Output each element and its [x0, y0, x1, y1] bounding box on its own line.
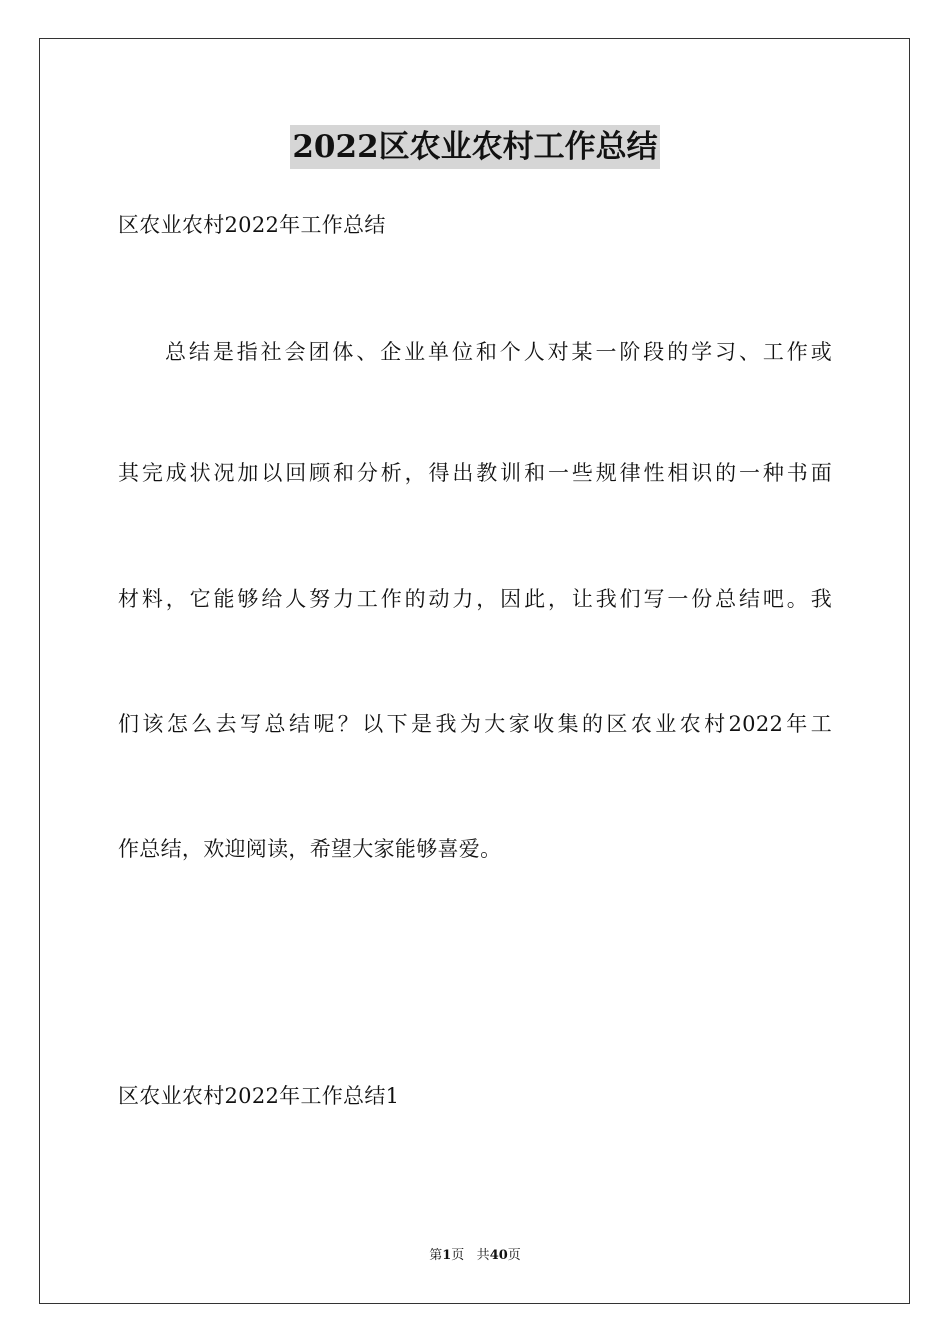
- document-title: 2022区农业农村工作总结: [290, 125, 659, 169]
- title-container: [0, 125, 950, 169]
- document-subtitle: 区农业农村2022年工作总结: [118, 213, 386, 237]
- total-prefix: 共: [476, 1248, 490, 1263]
- paragraph-line-4: 们该怎么去写总结呢？以下是我为大家收集的区农业农村2022年工: [118, 712, 832, 736]
- total-suffix: 页: [507, 1248, 521, 1263]
- section-heading: 区农业农村2022年工作总结1: [118, 1084, 400, 1108]
- page-suffix: 页: [451, 1248, 465, 1263]
- paragraph-line-5: 作总结，欢迎阅读，希望大家能够喜爱。: [118, 837, 502, 861]
- page-footer: [0, 1247, 950, 1265]
- page-prefix: 第: [429, 1248, 443, 1263]
- paragraph-line-1: 总结是指社会团体、企业单位和个人对某一阶段的学习、工作或: [165, 340, 832, 364]
- total-pages: 40: [489, 1248, 508, 1263]
- page-number: 1: [442, 1248, 452, 1263]
- paragraph-line-3: 材料，它能够给人努力工作的动力，因此，让我们写一份总结吧。我: [118, 587, 832, 611]
- paragraph-line-2: 其完成状况加以回顾和分析，得出教训和一些规律性相识的一种书面: [118, 461, 832, 485]
